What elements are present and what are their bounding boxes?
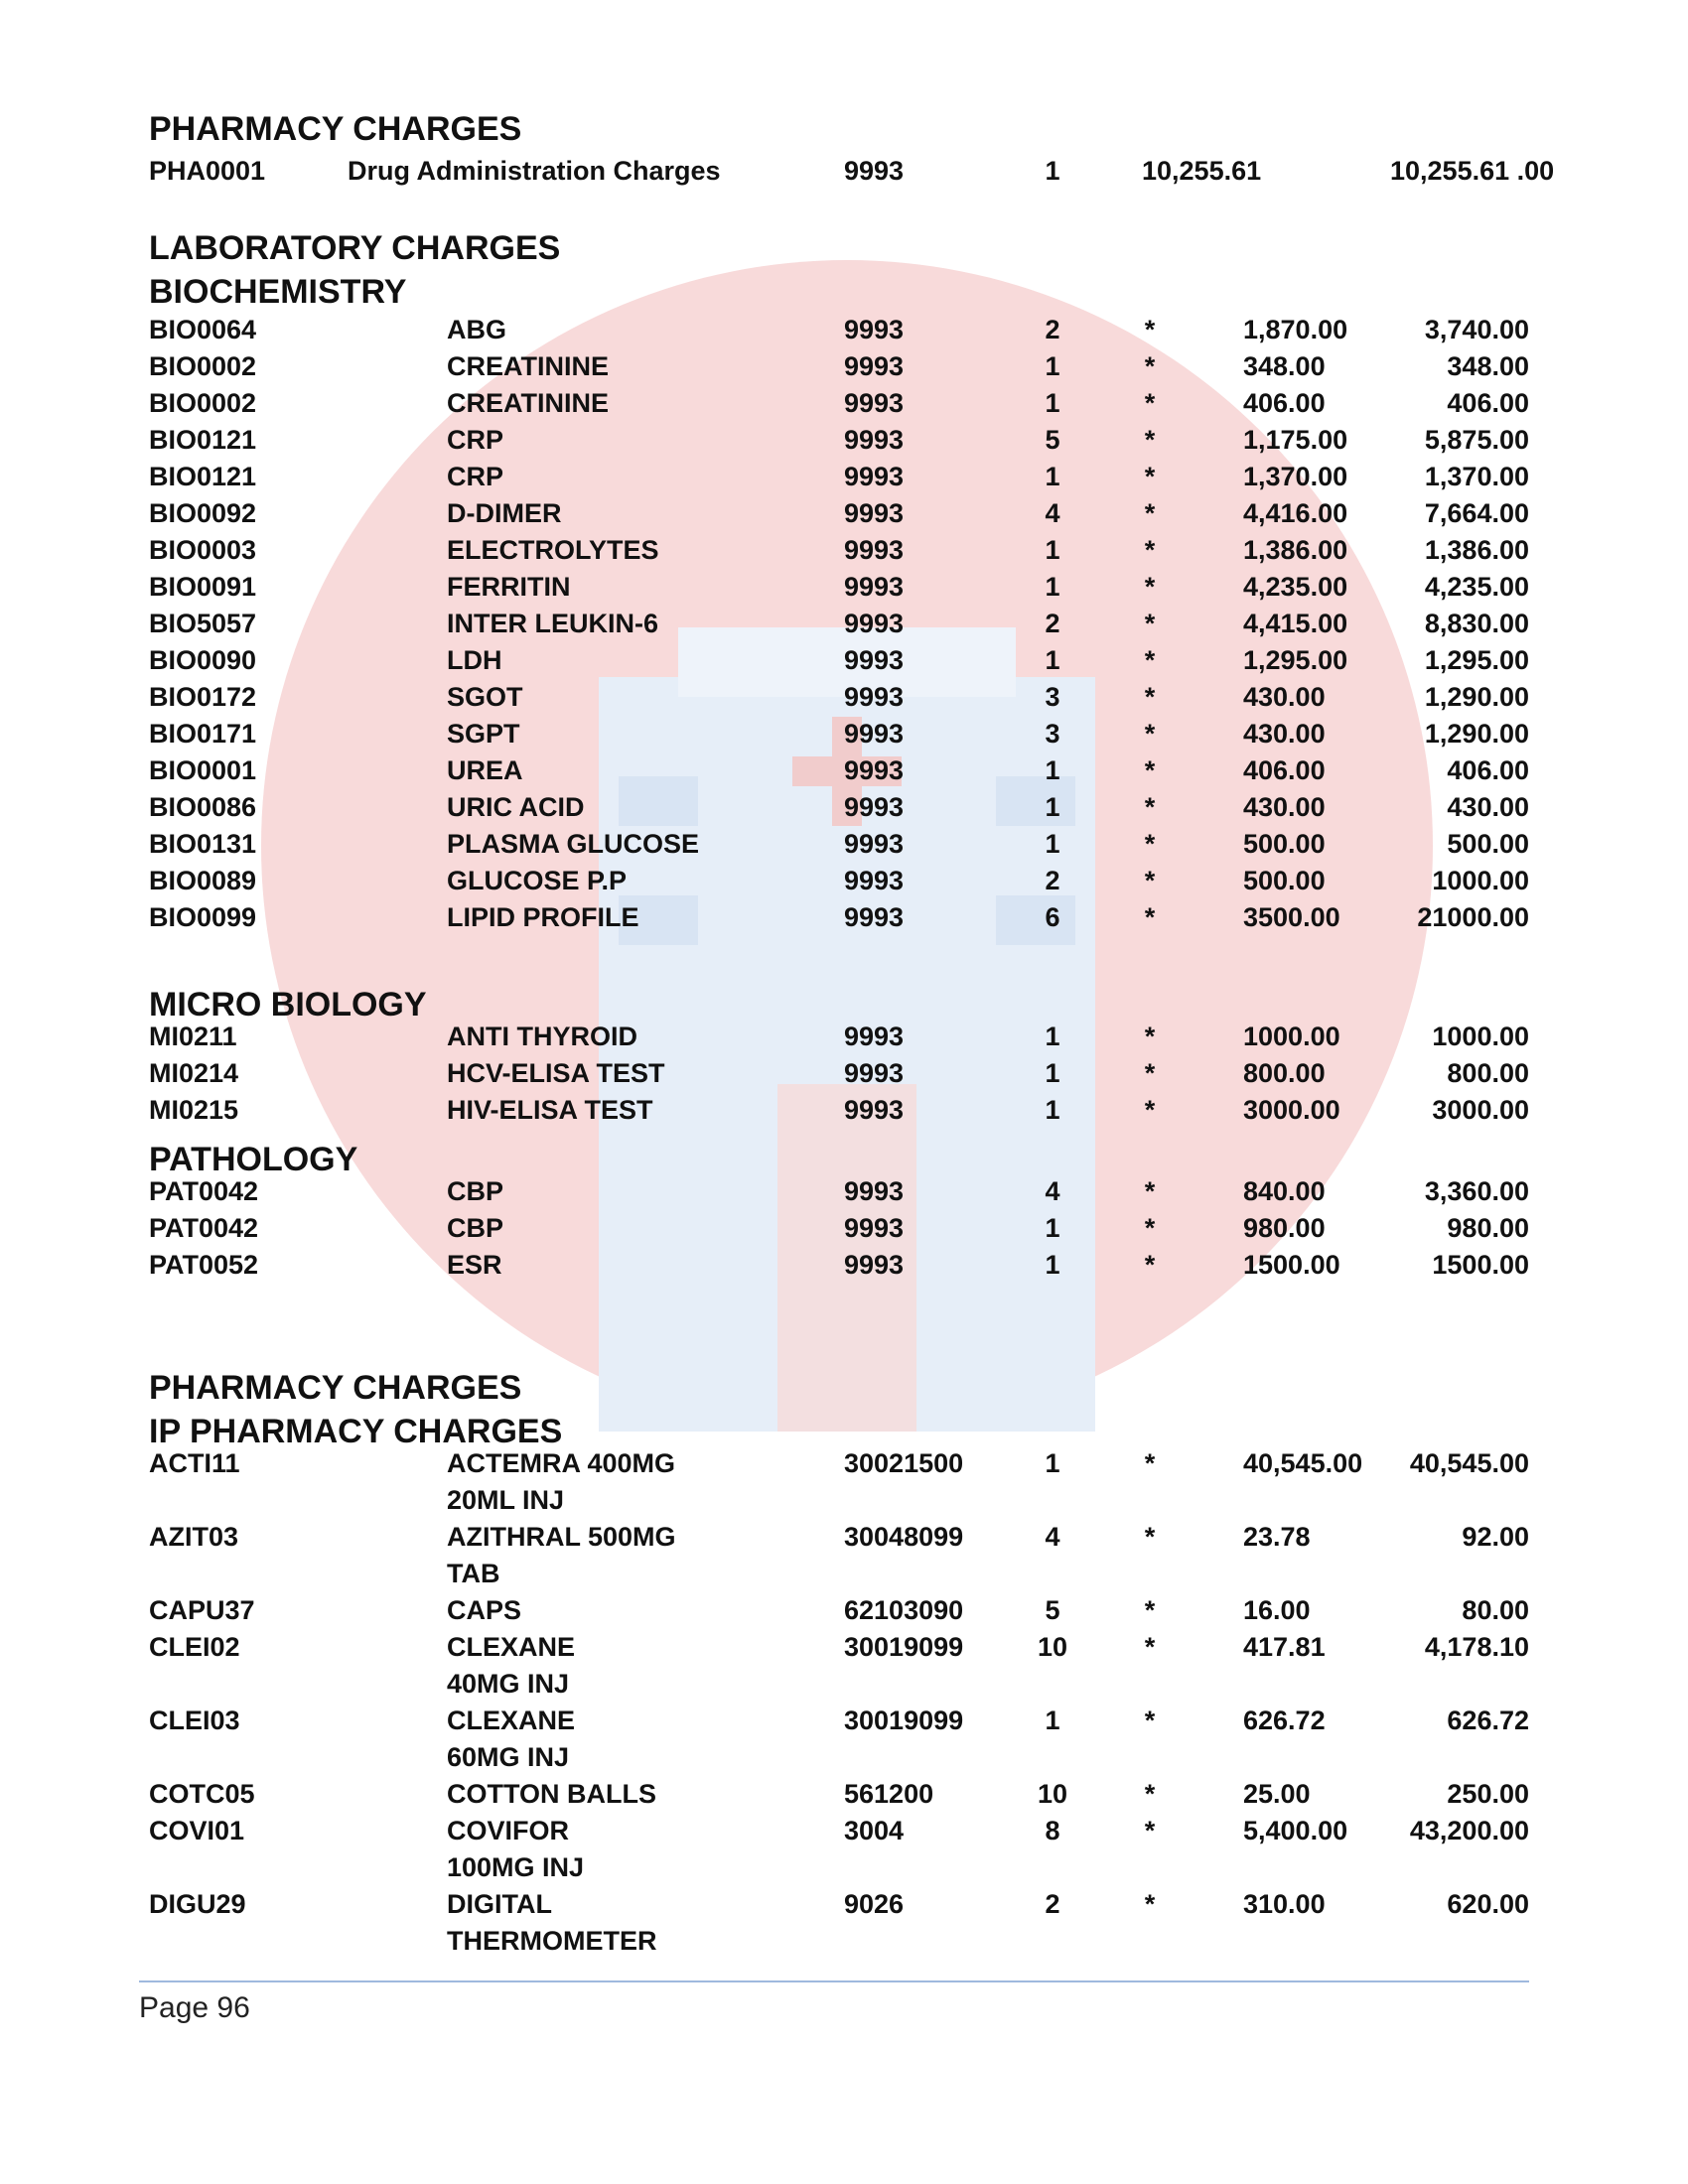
item-qty: 1 (1045, 572, 1060, 602)
item-hsn: 9993 (844, 351, 905, 381)
item-code: BIO0131 (149, 829, 257, 859)
item-rate: 1,370.00 (1243, 462, 1348, 491)
item-description: LDH (447, 645, 502, 675)
item-hsn: 9993 (844, 498, 905, 528)
item-description: PLASMA GLUCOSE (447, 829, 700, 859)
item-qty: 1 (1045, 1448, 1060, 1478)
item-amount: 3000.00 (1432, 1095, 1529, 1125)
item-marker: * (1144, 1213, 1156, 1243)
item-description: COVIFOR (447, 1816, 570, 1845)
section-pharmacy-charges: PHARMACY CHARGES (149, 110, 522, 148)
item-qty: 1 (1045, 755, 1060, 785)
item-hsn: 9993 (844, 535, 905, 565)
item-hsn: 3004 (844, 1816, 905, 1845)
item-hsn: 9993 (844, 156, 905, 186)
item-marker: * (1144, 645, 1156, 675)
item-rate: 430.00 (1243, 682, 1326, 712)
item-amount: 43,200.00 (1409, 1816, 1529, 1845)
item-description: HCV-ELISA TEST (447, 1058, 665, 1088)
item-hsn: 9993 (844, 645, 905, 675)
item-qty: 4 (1045, 498, 1060, 528)
item-hsn: 30019099 (844, 1632, 964, 1662)
item-rate: 40,545.00 (1243, 1448, 1363, 1478)
footer-rule (139, 1980, 1529, 1982)
item-amount: 1,386.00 (1424, 535, 1529, 565)
item-qty: 1 (1045, 829, 1060, 859)
section-ip-pharmacy-charges: IP PHARMACY CHARGES (149, 1413, 563, 1450)
item-code: BIO0089 (149, 866, 257, 895)
item-code: BIO0064 (149, 315, 257, 344)
item-description: FERRITIN (447, 572, 571, 602)
item-marker: * (1144, 1022, 1156, 1051)
pharmacy-item-row (0, 153, 1688, 226)
item-description: ACTEMRA 400MG (447, 1448, 676, 1478)
item-qty: 10 (1037, 1779, 1068, 1809)
item-hsn: 9993 (844, 902, 905, 932)
item-amount: 4,178.10 (1424, 1632, 1529, 1662)
item-qty: 6 (1045, 902, 1060, 932)
item-marker: * (1144, 682, 1156, 712)
item-marker: * (1144, 829, 1156, 859)
item-amount: 980.00 (1447, 1213, 1529, 1243)
item-marker: * (1144, 572, 1156, 602)
item-rate: 348.00 (1243, 351, 1326, 381)
item-code: BIO0099 (149, 902, 257, 932)
item-qty: 1 (1045, 388, 1060, 418)
item-marker: * (1144, 792, 1156, 822)
item-rate: 4,416.00 (1243, 498, 1348, 528)
item-hsn: 9026 (844, 1889, 905, 1919)
item-qty: 1 (1045, 1058, 1060, 1088)
item-hsn: 9993 (844, 1213, 905, 1243)
item-description: CRP (447, 425, 504, 455)
item-marker: * (1144, 1250, 1156, 1280)
item-hsn: 9993 (844, 572, 905, 602)
item-amount: 21000.00 (1417, 902, 1529, 932)
item-description: GLUCOSE P.P (447, 866, 628, 895)
item-hsn: 9993 (844, 719, 905, 749)
item-marker: * (1144, 315, 1156, 344)
item-hsn: 9993 (844, 1058, 905, 1088)
item-amount: 430.00 (1447, 792, 1529, 822)
table-row (0, 1519, 1688, 1592)
item-code: PHA0001 (149, 156, 266, 186)
section-micro-biology: MICRO BIOLOGY (149, 986, 427, 1024)
item-hsn: 561200 (844, 1779, 934, 1809)
item-description: CLEXANE (447, 1706, 576, 1735)
item-amount: 406.00 (1447, 755, 1529, 785)
item-description: SGPT (447, 719, 520, 749)
item-qty: 3 (1045, 719, 1060, 749)
item-qty: 1 (1045, 351, 1060, 381)
page-number: Page 96 (139, 1991, 250, 2024)
item-amount: 1000.00 (1432, 866, 1529, 895)
table-row (0, 1629, 1688, 1703)
item-code: BIO0002 (149, 351, 257, 381)
item-amount: 1500.00 (1432, 1250, 1529, 1280)
item-description: ABG (447, 315, 506, 344)
item-amount: 10,255.61 .00 (1390, 156, 1555, 186)
item-description: INTER LEUKIN-6 (447, 609, 659, 638)
item-description: CREATININE (447, 388, 610, 418)
item-code: BIO0002 (149, 388, 257, 418)
item-qty: 1 (1045, 1250, 1060, 1280)
item-code: AZIT03 (149, 1522, 239, 1552)
item-rate: 417.81 (1243, 1632, 1326, 1662)
item-amount: 3,360.00 (1424, 1176, 1529, 1206)
item-amount: 1,370.00 (1424, 462, 1529, 491)
item-qty: 3 (1045, 682, 1060, 712)
item-rate: 10,255.61 (1142, 156, 1262, 186)
item-hsn: 30019099 (844, 1706, 964, 1735)
item-rate: 500.00 (1243, 866, 1326, 895)
table-row (0, 1247, 1688, 1320)
item-marker: * (1144, 1095, 1156, 1125)
table-row (0, 1886, 1688, 1960)
item-code: MI0215 (149, 1095, 239, 1125)
item-hsn: 9993 (844, 315, 905, 344)
item-amount: 500.00 (1447, 829, 1529, 859)
item-description: CBP (447, 1213, 504, 1243)
item-rate: 1000.00 (1243, 1022, 1340, 1051)
item-code: PAT0042 (149, 1213, 259, 1243)
item-marker: * (1144, 1889, 1156, 1919)
item-rate: 980.00 (1243, 1213, 1326, 1243)
item-amount: 1,290.00 (1424, 682, 1529, 712)
item-marker: * (1144, 1706, 1156, 1735)
item-hsn: 9993 (844, 1250, 905, 1280)
item-marker: * (1144, 1816, 1156, 1845)
item-qty: 2 (1045, 315, 1060, 344)
item-marker: * (1144, 1632, 1156, 1662)
table-row (0, 1703, 1688, 1776)
item-description: UREA (447, 755, 523, 785)
item-rate: 500.00 (1243, 829, 1326, 859)
item-description-line2: 20ML INJ (447, 1485, 565, 1515)
item-rate: 4,235.00 (1243, 572, 1348, 602)
item-description: AZITHRAL 500MG (447, 1522, 676, 1552)
item-marker: * (1144, 1522, 1156, 1552)
item-code: BIO0092 (149, 498, 257, 528)
item-marker: * (1144, 351, 1156, 381)
item-amount: 1,295.00 (1424, 645, 1529, 675)
item-rate: 4,415.00 (1243, 609, 1348, 638)
item-code: PAT0052 (149, 1250, 259, 1280)
item-code: PAT0042 (149, 1176, 259, 1206)
item-amount: 1000.00 (1432, 1022, 1529, 1051)
item-hsn: 9993 (844, 682, 905, 712)
item-rate: 25.00 (1243, 1779, 1311, 1809)
item-code: BIO0001 (149, 755, 257, 785)
item-rate: 23.78 (1243, 1522, 1311, 1552)
item-hsn: 9993 (844, 425, 905, 455)
item-code: CAPU37 (149, 1595, 255, 1625)
item-amount: 250.00 (1447, 1779, 1529, 1809)
section-biochemistry: BIOCHEMISTRY (149, 273, 407, 311)
item-amount: 348.00 (1447, 351, 1529, 381)
item-qty: 5 (1045, 1595, 1060, 1625)
item-amount: 800.00 (1447, 1058, 1529, 1088)
table-row (0, 1813, 1688, 1886)
item-qty: 1 (1045, 535, 1060, 565)
item-description: CBP (447, 1176, 504, 1206)
item-qty: 1 (1045, 1095, 1060, 1125)
section-pathology: PATHOLOGY (149, 1141, 358, 1178)
item-qty: 1 (1045, 1022, 1060, 1051)
item-qty: 2 (1045, 1889, 1060, 1919)
item-rate: 406.00 (1243, 388, 1326, 418)
item-amount: 92.00 (1462, 1522, 1529, 1552)
item-marker: * (1144, 866, 1156, 895)
item-code: BIO0091 (149, 572, 257, 602)
item-hsn: 30048099 (844, 1522, 964, 1552)
item-amount: 620.00 (1447, 1889, 1529, 1919)
item-code: BIO0172 (149, 682, 257, 712)
item-code: BIO0171 (149, 719, 257, 749)
item-code: CLEI02 (149, 1632, 240, 1662)
item-qty: 1 (1045, 792, 1060, 822)
item-marker: * (1144, 609, 1156, 638)
item-rate: 5,400.00 (1243, 1816, 1348, 1845)
item-rate: 3000.00 (1243, 1095, 1340, 1125)
item-description: COTTON BALLS (447, 1779, 656, 1809)
item-qty: 1 (1045, 156, 1060, 186)
item-qty: 5 (1045, 425, 1060, 455)
item-qty: 1 (1045, 462, 1060, 491)
item-qty: 4 (1045, 1522, 1060, 1552)
item-hsn: 9993 (844, 388, 905, 418)
item-hsn: 9993 (844, 462, 905, 491)
item-rate: 430.00 (1243, 719, 1326, 749)
item-hsn: 62103090 (844, 1595, 964, 1625)
item-description: ELECTROLYTES (447, 535, 659, 565)
item-code: BIO0121 (149, 425, 257, 455)
item-amount: 80.00 (1462, 1595, 1529, 1625)
item-code: MI0211 (149, 1022, 237, 1051)
item-description: HIV-ELISA TEST (447, 1095, 653, 1125)
item-rate: 1,295.00 (1243, 645, 1348, 675)
item-qty: 2 (1045, 866, 1060, 895)
item-description-line2: 100MG INJ (447, 1852, 585, 1882)
item-qty: 1 (1045, 1213, 1060, 1243)
item-marker: * (1144, 1058, 1156, 1088)
item-qty: 8 (1045, 1816, 1060, 1845)
item-marker: * (1144, 425, 1156, 455)
item-marker: * (1144, 755, 1156, 785)
item-marker: * (1144, 719, 1156, 749)
item-qty: 10 (1037, 1632, 1068, 1662)
item-description-line2: THERMOMETER (447, 1926, 657, 1956)
item-marker: * (1144, 498, 1156, 528)
item-marker: * (1144, 1176, 1156, 1206)
item-qty: 2 (1045, 609, 1060, 638)
item-hsn: 9993 (844, 866, 905, 895)
item-description: D-DIMER (447, 498, 562, 528)
item-description: ESR (447, 1250, 502, 1280)
item-marker: * (1144, 535, 1156, 565)
item-amount: 406.00 (1447, 388, 1529, 418)
table-row (0, 1445, 1688, 1519)
item-code: BIO0003 (149, 535, 257, 565)
item-rate: 1500.00 (1243, 1250, 1340, 1280)
item-description: DIGITAL (447, 1889, 552, 1919)
item-code: COTC05 (149, 1779, 255, 1809)
item-rate: 310.00 (1243, 1889, 1326, 1919)
item-hsn: 30021500 (844, 1448, 964, 1478)
item-code: ACTI11 (149, 1448, 240, 1478)
item-rate: 1,870.00 (1243, 315, 1348, 344)
item-qty: 1 (1045, 645, 1060, 675)
item-description-line2: 60MG INJ (447, 1742, 570, 1772)
item-code: COVI01 (149, 1816, 245, 1845)
section-laboratory-charges: LABORATORY CHARGES (149, 229, 561, 267)
item-code: BIO0090 (149, 645, 257, 675)
item-rate: 16.00 (1243, 1595, 1311, 1625)
item-hsn: 9993 (844, 1176, 905, 1206)
item-marker: * (1144, 1448, 1156, 1478)
item-description: CREATININE (447, 351, 610, 381)
item-description: CRP (447, 462, 504, 491)
item-amount: 1,290.00 (1424, 719, 1529, 749)
item-qty: 1 (1045, 1706, 1060, 1735)
item-amount: 5,875.00 (1424, 425, 1529, 455)
item-hsn: 9993 (844, 1095, 905, 1125)
item-rate: 626.72 (1243, 1706, 1326, 1735)
item-description: CAPS (447, 1595, 522, 1625)
item-description: LIPID PROFILE (447, 902, 639, 932)
item-description-line2: TAB (447, 1559, 500, 1588)
item-amount: 7,664.00 (1424, 498, 1529, 528)
item-rate: 430.00 (1243, 792, 1326, 822)
item-marker: * (1144, 1779, 1156, 1809)
item-code: MI0214 (149, 1058, 239, 1088)
item-marker: * (1144, 1595, 1156, 1625)
item-description: ANTI THYROID (447, 1022, 637, 1051)
item-hsn: 9993 (844, 829, 905, 859)
item-description: URIC ACID (447, 792, 585, 822)
item-code: BIO0086 (149, 792, 257, 822)
item-rate: 800.00 (1243, 1058, 1326, 1088)
item-marker: * (1144, 462, 1156, 491)
item-hsn: 9993 (844, 609, 905, 638)
item-hsn: 9993 (844, 755, 905, 785)
item-amount: 8,830.00 (1424, 609, 1529, 638)
item-amount: 626.72 (1447, 1706, 1529, 1735)
item-code: CLEI03 (149, 1706, 240, 1735)
item-rate: 1,386.00 (1243, 535, 1348, 565)
item-rate: 1,175.00 (1243, 425, 1348, 455)
item-code: BIO5057 (149, 609, 257, 638)
item-rate: 3500.00 (1243, 902, 1340, 932)
item-code: BIO0121 (149, 462, 257, 491)
item-code: DIGU29 (149, 1889, 246, 1919)
table-row (0, 899, 1688, 973)
item-description: Drug Administration Charges (348, 156, 721, 186)
item-amount: 40,545.00 (1409, 1448, 1529, 1478)
item-description: SGOT (447, 682, 523, 712)
item-description: CLEXANE (447, 1632, 576, 1662)
item-hsn: 9993 (844, 792, 905, 822)
item-rate: 406.00 (1243, 755, 1326, 785)
item-description-line2: 40MG INJ (447, 1669, 570, 1699)
section-pharmacy-charges-2: PHARMACY CHARGES (149, 1369, 522, 1407)
item-hsn: 9993 (844, 1022, 905, 1051)
item-qty: 4 (1045, 1176, 1060, 1206)
item-amount: 4,235.00 (1424, 572, 1529, 602)
item-amount: 3,740.00 (1424, 315, 1529, 344)
item-marker: * (1144, 902, 1156, 932)
item-rate: 840.00 (1243, 1176, 1326, 1206)
item-marker: * (1144, 388, 1156, 418)
